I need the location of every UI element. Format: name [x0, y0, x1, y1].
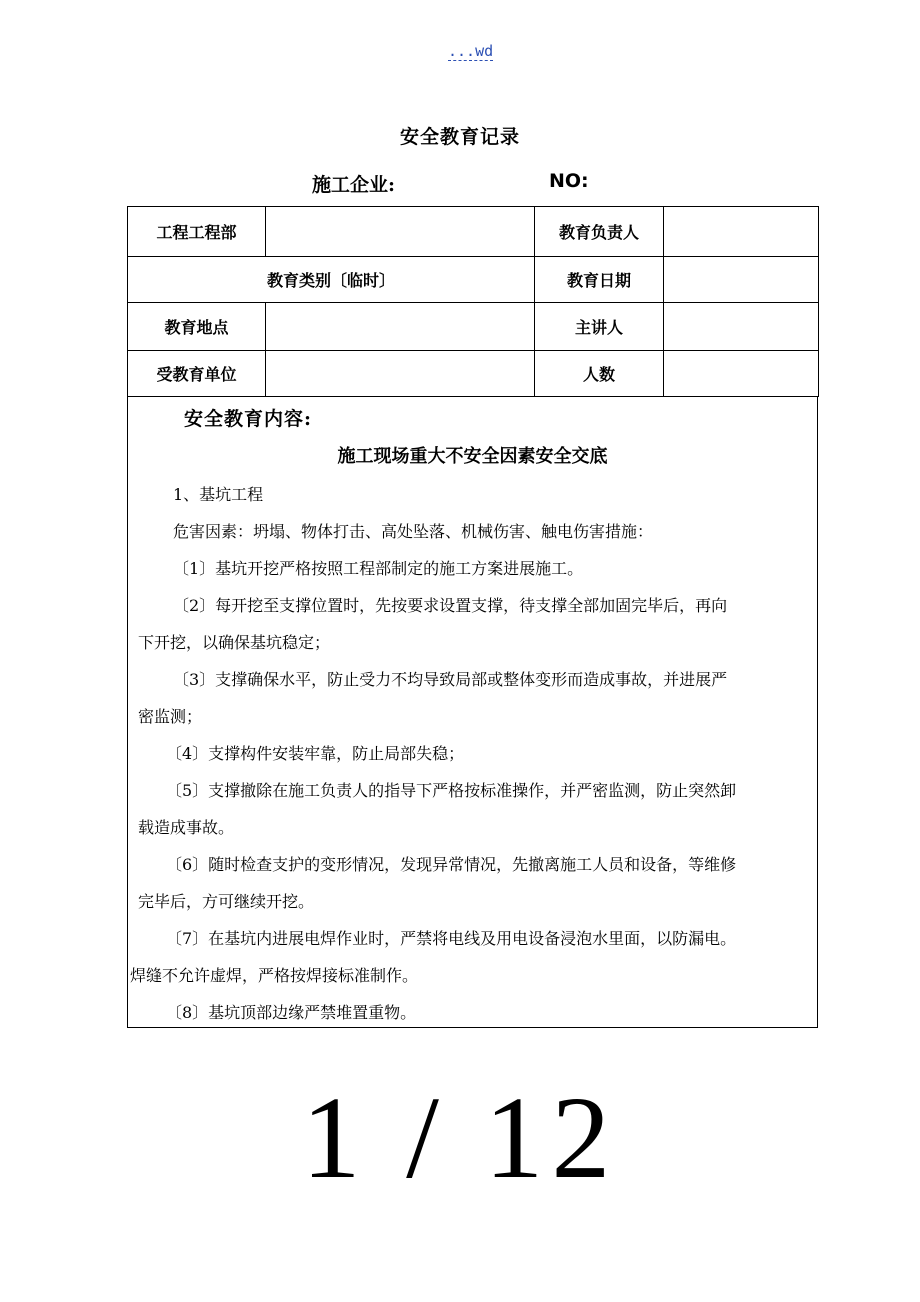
- document-title: 安全教育记录: [399, 126, 520, 148]
- trained-unit-label: 受教育单位: [128, 351, 266, 397]
- content-subtitle: 施工现场重大不安全因素安全交底: [337, 446, 608, 467]
- trained-unit-value[interactable]: [266, 351, 535, 397]
- table-row: [128, 351, 819, 397]
- content-line: 〔3〕支撑确保水平，防止受力不均导致局部或整体变形而造成事故，并进展严: [173, 670, 728, 689]
- company-label: 施工企业:: [312, 174, 396, 196]
- page-number: 1 / 12: [301, 1072, 619, 1203]
- content-title: 安全教育内容:: [184, 408, 313, 430]
- content-line: 载造成事故。: [138, 818, 235, 837]
- content-line: 〔7〕在基坑内进展电焊作业时，严禁将电线及用电设备浸泡水里面，以防漏电。: [166, 929, 737, 948]
- content-line: 〔6〕随时检查支护的变形情况，发现异常情况，先撤离施工人员和设备，等维修: [166, 855, 737, 874]
- edu-location-label: 教育地点: [128, 303, 266, 351]
- content-line: 危害因素：坍塌、物体打击、高处坠落、机械伤害、触电伤害措施：: [173, 522, 654, 541]
- content-line: 〔2〕每开挖至支撑位置时，先按要求设置支撑，待支撑全部加固完毕后，再向: [173, 596, 728, 615]
- edu-location-value[interactable]: [266, 303, 535, 351]
- speaker-label: 主讲人: [535, 303, 664, 351]
- edu-category-label: 教育类别〔临时〕: [128, 257, 535, 303]
- no-label: NO:: [549, 170, 589, 192]
- content-line: 1、基坑工程: [173, 485, 264, 504]
- content-line: 完毕后，方可继续开挖。: [138, 892, 315, 911]
- edu-owner-label: 教育负责人: [535, 207, 664, 257]
- content-line: 〔1〕基坑开挖严格按照工程部制定的施工方案进展施工。: [173, 559, 584, 578]
- table-row: [128, 257, 819, 303]
- content-line: 〔4〕支撑构件安装牢靠，防止局部失稳；: [166, 744, 465, 763]
- headcount-label: 人数: [535, 351, 664, 397]
- table-row: [128, 303, 819, 351]
- content-line: 〔5〕支撑撤除在施工负责人的指导下严格按标准操作，并严密监测，防止突然卸: [166, 781, 737, 800]
- content-line: 密监测；: [138, 707, 203, 726]
- headcount-value[interactable]: [664, 351, 819, 397]
- header-link[interactable]: ...wd: [448, 42, 494, 60]
- content-box: [127, 396, 818, 1028]
- table-row: [128, 207, 819, 257]
- edu-date-label: 教育日期: [535, 257, 664, 303]
- edu-date-value[interactable]: [664, 257, 819, 303]
- info-table: [127, 206, 819, 397]
- edu-owner-value[interactable]: [664, 207, 819, 257]
- content-line: 焊缝不允许虚焊，严格按焊接标准制作。: [130, 966, 419, 985]
- project-dept-value[interactable]: [266, 207, 535, 257]
- project-dept-label: 工程工程部: [128, 207, 266, 257]
- speaker-value[interactable]: [664, 303, 819, 351]
- content-line: 下开挖，以确保基坑稳定；: [138, 633, 331, 652]
- content-line: 〔8〕基坑顶部边缘严禁堆置重物。: [166, 1003, 417, 1022]
